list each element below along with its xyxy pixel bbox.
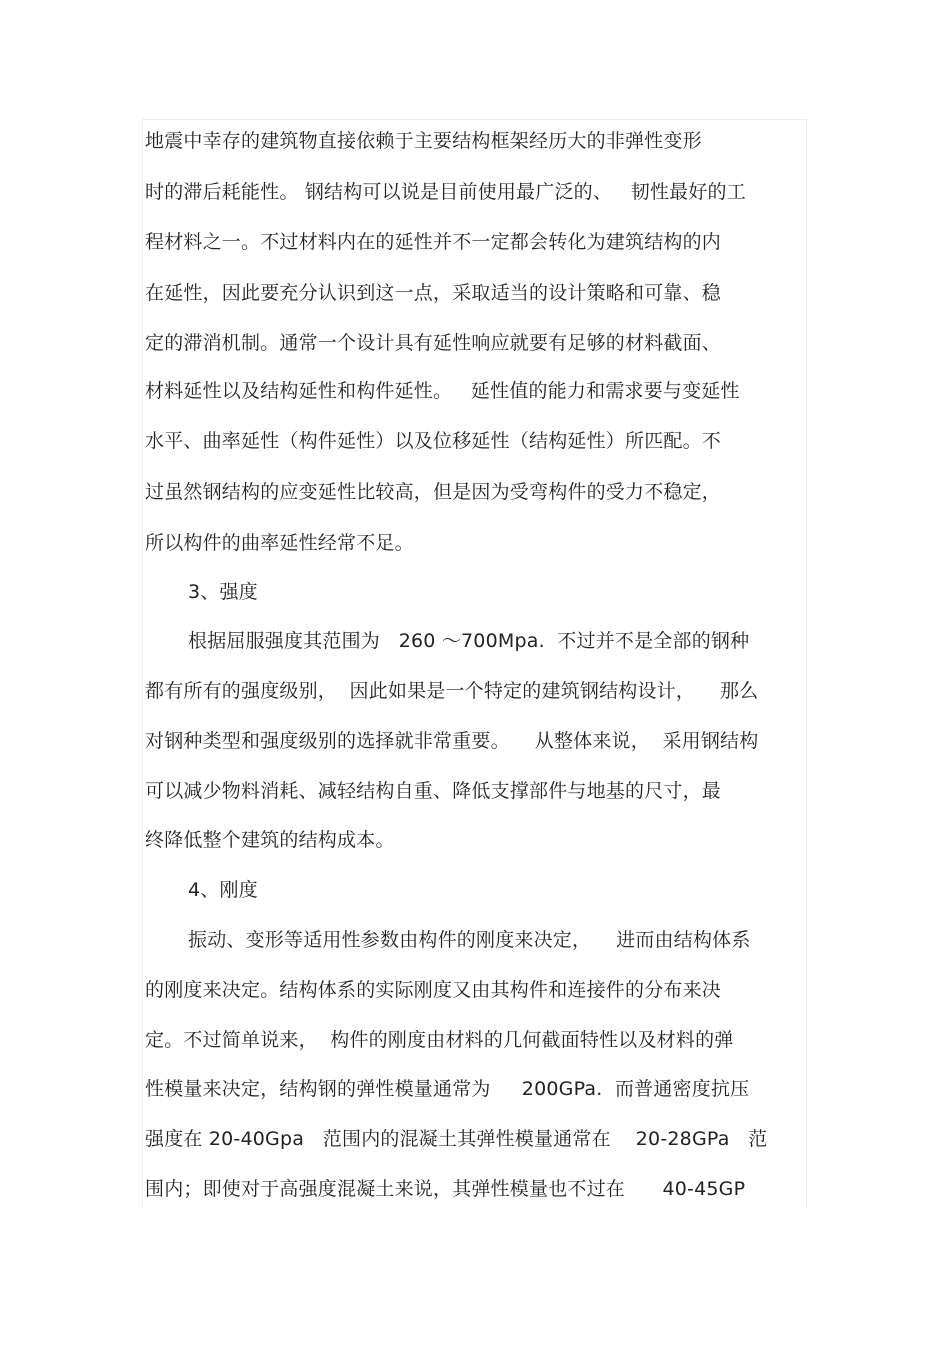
text-line: 地震中幸存的建筑物直接依赖于主要结构框架经历大的非弹性变形: [145, 130, 702, 152]
text-line: 对钢种类型和强度级别的选择就非常重要。 从整体来说， 采用钢结构: [145, 730, 759, 752]
text-line: 过虽然钢结构的应变延性比较高，但是因为受弯构件的受力不稳定，: [145, 481, 722, 503]
text-line: 终降低整个建筑的结构成本。: [145, 829, 395, 851]
text-line: 在延性，因此要充分认识到这一点，采取适当的设计策略和可靠、稳: [145, 282, 722, 304]
text-line: 围内；即使对于高强度混凝土来说，其弹性模量也不过在 40-45GP: [145, 1178, 746, 1200]
text-line: 所以构件的曲率延性经常不足。: [145, 532, 414, 554]
text-line: 程材料之一。不过材料内在的延性并不一定都会转化为建筑结构的内: [145, 231, 722, 253]
text-line: 强度在 20-40Gpa 范围内的混凝土其弹性模量通常在 20-28GPa 范: [145, 1128, 768, 1150]
text-line: 的刚度来决定。结构体系的实际刚度又由其构件和连接件的分布来决: [145, 979, 722, 1001]
text-line: 振动、变形等适用性参数由构件的刚度来决定， 进而由结构体系: [188, 929, 751, 951]
section-heading: 3、强度: [188, 581, 258, 603]
text-line: 性模量来决定，结构钢的弹性模量通常为 200GPa. 而普通密度抗压: [145, 1078, 750, 1100]
text-line: 都有所有的强度级别， 因此如果是一个特定的建筑钢结构设计， 那么: [145, 680, 759, 702]
text-line: 水平、曲率延性（构件延性）以及位移延性（结构延性）所匹配。不: [145, 430, 722, 452]
text-line: 可以减少物料消耗、减轻结构自重、降低支撑部件与地基的尺寸，最: [145, 780, 722, 802]
text-line: 材料延性以及结构延性和构件延性。 延性值的能力和需求要与变延性: [145, 380, 740, 402]
text-line: 时的滞后耗能性。 钢结构可以说是目前使用最广泛的、 韧性最好的工: [145, 181, 746, 203]
section-heading: 4、刚度: [188, 879, 258, 901]
text-line: 定。不过简单说来， 构件的刚度由材料的几何截面特性以及材料的弹: [145, 1029, 734, 1051]
text-line: 根据屈服强度其范围为 260 ～700Mpa. 不过并不是全部的钢种: [188, 630, 750, 652]
text-line: 定的滞消机制。通常一个设计具有延性响应就要有足够的材料截面、: [145, 332, 722, 354]
